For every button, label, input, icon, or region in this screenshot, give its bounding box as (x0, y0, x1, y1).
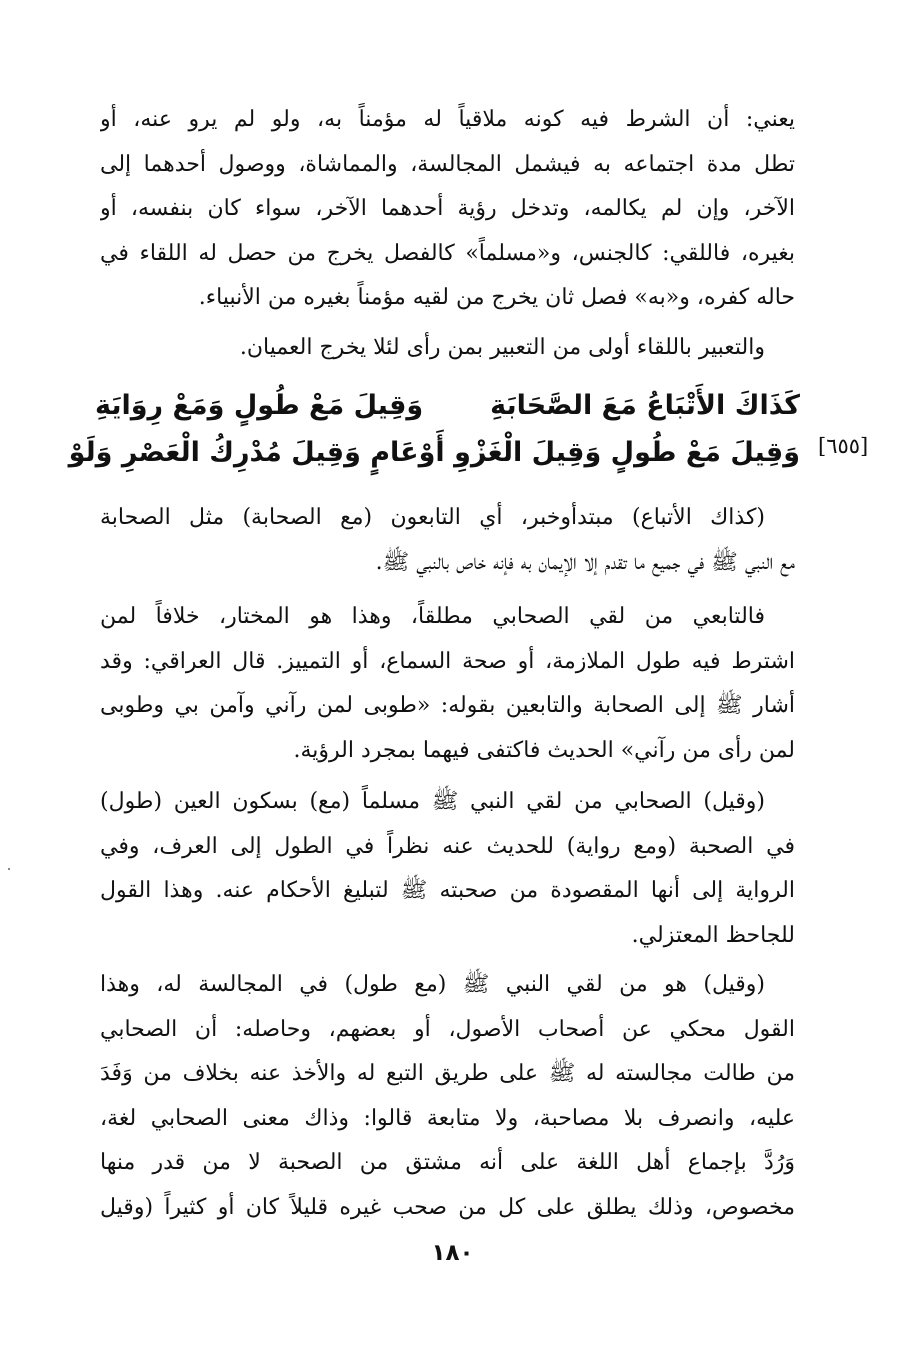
verse-1-second-hemistich: وَقِيلَ مَعْ طُولٍ وَمَعْ رِوَايَةِ (95, 390, 424, 421)
text-line: اشترط فيه طول الملازمة، أو صحة السماع، أو التمييز. قال العراقي: وقد (100, 648, 795, 674)
text-line: من طالت مجالسته له ﷺ على طريق التبع له والأخذ عنه بخلاف من وَفَدَ (100, 1061, 795, 1086)
text-line: تطل مدة اجتماعه به فيشمل المجالسة، والمماشاة، ووصول أحدهما إلى (100, 151, 795, 177)
paragraph-5 (100, 780, 795, 958)
paragraph-3 (100, 496, 795, 585)
text-line: (وقيل) هو من لقي النبي ﷺ (مع طول) في المجالسة له، وهذا (100, 972, 765, 997)
text-line: حاله كفره، و«به» فصل ثان يخرج من لقيه مؤمناً بغيره من الأنبياء. (198, 285, 795, 310)
text-line: مع النبي ﷺ في جميع ما تقدم إلا الإيمان به فإنه خاص بالنبي ﷺ. (375, 549, 795, 575)
text-line: للجاحظ المعتزلي. (631, 922, 795, 948)
text-line: الرواية إلى أنها المقصودة من صحبته ﷺ لتبليغ الأحكام عنه. وهذا القول (100, 878, 795, 903)
text-line: (وقيل) الصحابي من لقي النبي ﷺ مسلماً (مع) بسكون العين (طول) (100, 789, 765, 814)
scan-speck (8, 868, 10, 870)
verse-2-first-hemistich: وَقِيلَ مَعْ طُولٍ وَقِيلَ الْغَزْوِ أَوْ (418, 437, 800, 468)
text-line: في الصحبة (ومع رواية) للحديث عنه نظراً في الطول إلى العرف، وفي (100, 833, 795, 859)
text-line: عليه، وانصرف بلا مصاحبة، ولا متابعة قالوا: وذاك معنى الصحابي لغة، (100, 1105, 795, 1131)
verse-1-first-hemistich: كَذَاكَ الأَتْبَاعُ مَعَ الصَّحَابَةِ (490, 390, 800, 421)
text-line: (كذاك الأتباع) مبتدأوخبر، أي التابعون (مع الصحابة) مثل الصحابة (100, 505, 765, 530)
text-line: بغيره، فاللقي: كالجنس، و«مسلماً» كالفصل يخرج من حصل له اللقاء في (100, 240, 795, 266)
text-line: يعني: أن الشرط فيه كونه ملاقياً له مؤمناً به، ولو لم يرو عنه، أو (100, 107, 795, 132)
text-line: فالتابعي من لقي الصحابي مطلقاً، وهذا هو المختار، خلافاً لمن (100, 604, 765, 629)
verse-1 (95, 382, 800, 429)
text-line: أشار ﷺ إلى الصحابة والتابعين بقوله: «طوبى لمن رآني وآمن بي وطوبى (100, 693, 795, 718)
verse-2 (68, 429, 800, 476)
text-line: القول محكي عن أصحاب الأصول، أو بعضهم، وحاصله: أن الصحابي (100, 1016, 795, 1042)
paragraph-2 (100, 326, 795, 371)
paragraph-1 (100, 98, 795, 321)
text-line: لمن رأى من رآني» الحديث فاكتفى فيهما بمجرد الرؤية. (293, 737, 795, 763)
poem-verses (68, 382, 800, 476)
text-line: وَرُدَّ بإجماع أهل اللغة على أنه مشتق من الصحبة لا من قدر منها (100, 1150, 795, 1175)
verse-2-second-hemistich: عَامٍ وَقِيلَ مُدْرِكُ الْعَصْرِ وَلَوْ (68, 437, 419, 468)
page-number: ١٨٠ (431, 1240, 474, 1266)
verse-number: [٦٥٥] (818, 434, 869, 458)
text-line: الآخر، وإن لم يكالمه، وتدخل رؤية أحدهما الآخر، سواء كان بنفسه، أو (100, 196, 795, 221)
text-line: مخصوص، وذلك يطلق على كل من صحب غيره قليلاً كان أو كثيراً (وقيل (100, 1194, 795, 1220)
paragraph-4 (100, 595, 795, 773)
text-line: والتعبير باللقاء أولى من التعبير بمن رأى لئلا يخرج العميان. (239, 335, 765, 360)
paragraph-6 (100, 963, 795, 1230)
